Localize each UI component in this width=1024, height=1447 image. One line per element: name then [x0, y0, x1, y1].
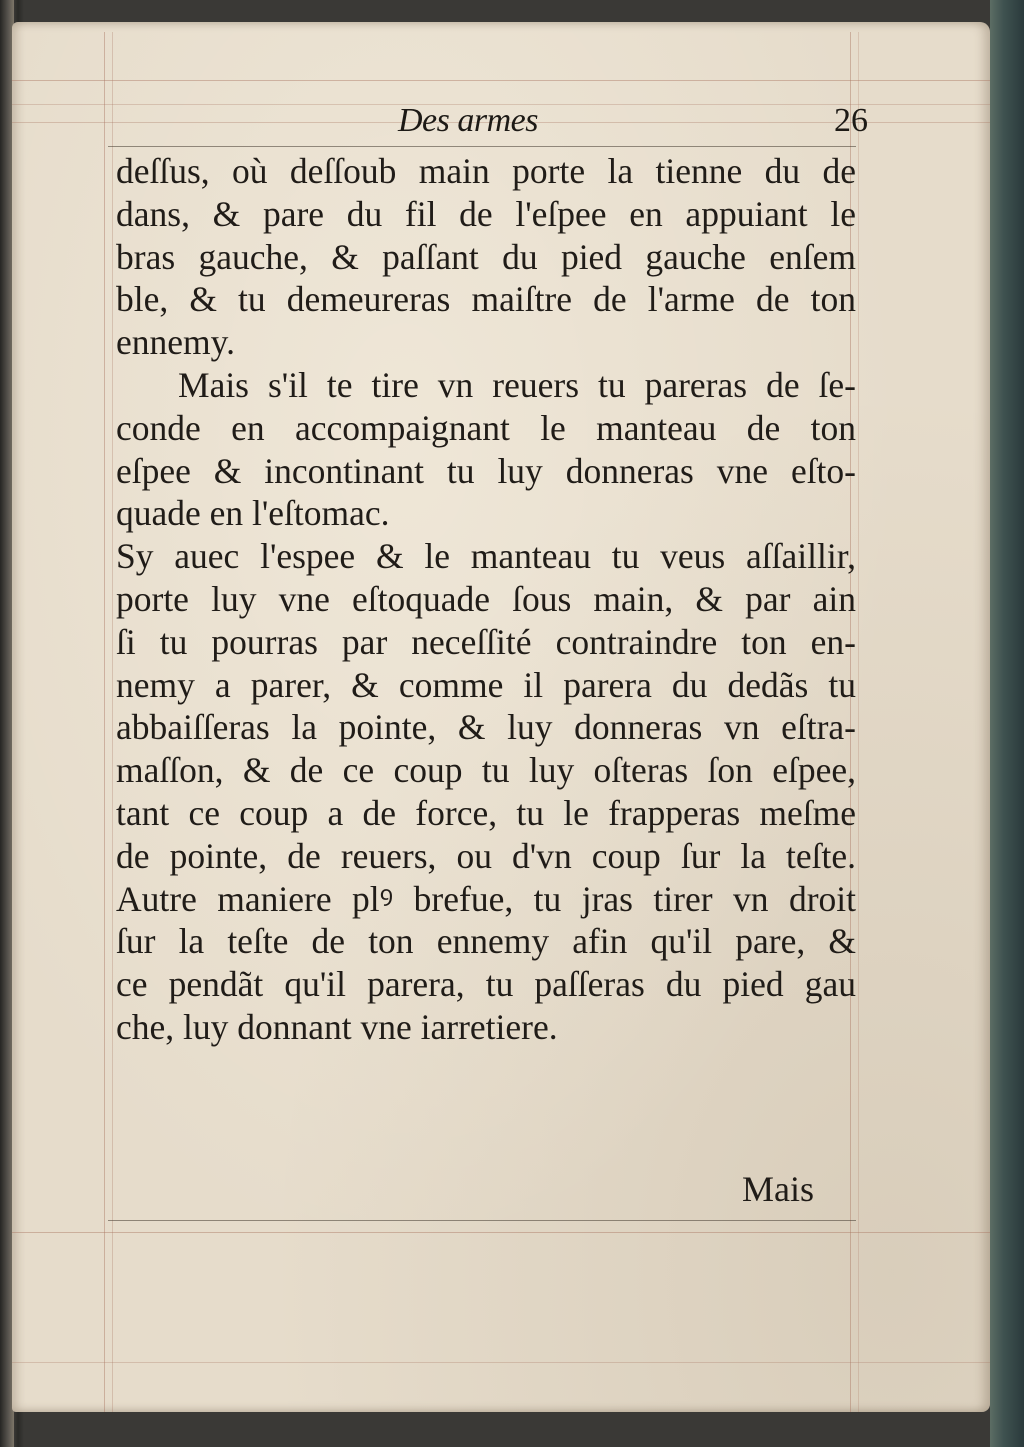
page-number: 26 [834, 102, 868, 139]
catchword: Mais [742, 1169, 814, 1209]
text-line: tant ce coup a de force, tu le frapperas meſme [116, 792, 856, 833]
page-rule-left-outer [104, 32, 105, 1412]
book-cover-edge [990, 0, 1024, 1447]
header-underline [108, 146, 856, 147]
text-line: porte luy vne eſtoquade ſous main, & par ain [116, 578, 856, 619]
page-rule-right-outer [858, 32, 859, 1412]
text-line: eſpee & incontinant tu luy donneras vne eſto- [116, 450, 856, 491]
text-line: bras gauche, & paſſant du pied gauche enſem [116, 236, 856, 277]
text-line: ce pendãt qu'il parera, tu paſſeras du pied gau [116, 964, 856, 1005]
page-rule-left-inner [112, 32, 113, 1412]
text-line: maſſon, & de ce coup tu luy oſteras ſon eſpee, [116, 750, 856, 791]
text-line: Mais s'il te tire vn reuers tu pareras de ſe- [178, 364, 856, 405]
text-line: ble, & tu demeureras maiſtre de l'arme de ton [116, 279, 856, 320]
running-title: Des armes [398, 102, 538, 139]
text-line: che, luy donnant vne iarretiere. [116, 1006, 558, 1047]
text-line: ſi tu pourras par neceſſité contraindre ton en- [116, 621, 856, 662]
body-text [116, 150, 856, 1049]
text-line: deſſus, où deſſoub main porte la tienne du de [116, 151, 856, 191]
page-rule-top [12, 80, 990, 81]
text-line: conde en accompaignant le manteau de ton [116, 407, 856, 448]
page-rule-bottom-lower [12, 1362, 990, 1363]
text-line: abbaiſſeras la pointe, & luy donneras vn eſtra- [116, 707, 856, 748]
page-rule-bottom-outer [12, 1232, 990, 1233]
text-line: dans, & pare du fil de l'eſpee en appuiant le [116, 193, 856, 234]
text-line: Sy auec l'espee & le manteau tu veus aſſaillir, [116, 536, 856, 577]
page-rule-bottom [108, 1220, 856, 1221]
text-line: de pointe, de reuers, ou d'vn coup ſur la teſte. [116, 835, 856, 876]
text-line: ennemy. [116, 322, 235, 363]
text-line: Autre maniere plꝰ brefue, tu jras tirer vn droit [116, 878, 856, 919]
text-line: nemy a parer, & comme il parera du dedãs tu [116, 664, 856, 705]
text-line: quade en l'eſtomac. [116, 493, 390, 534]
page-header [398, 102, 868, 146]
text-line: ſur la teſte de ton ennemy afin qu'il pare, & [116, 921, 856, 962]
